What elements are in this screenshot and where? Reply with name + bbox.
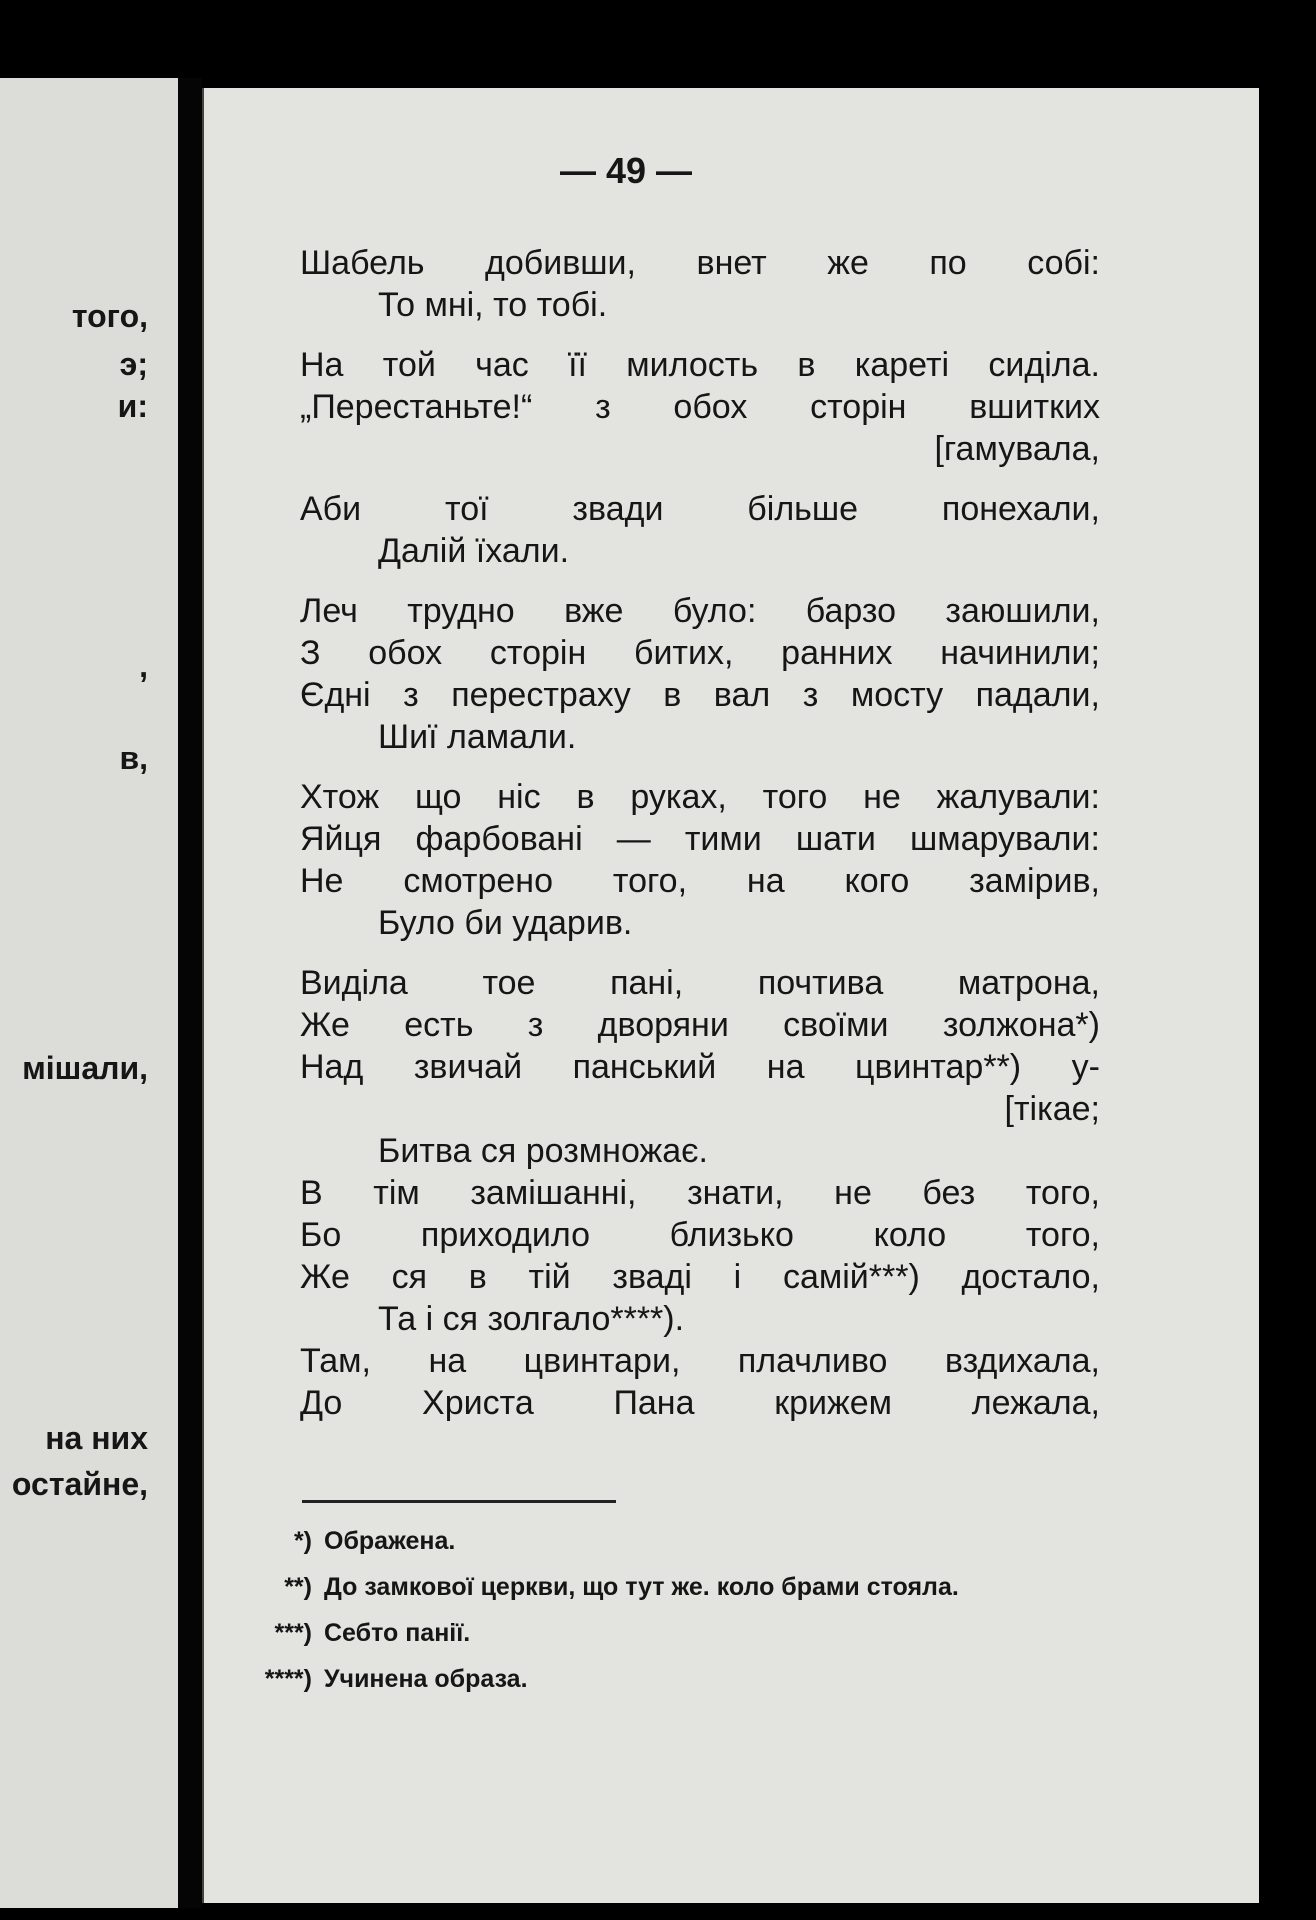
poem-line: То мні, то тобі. [378,286,608,324]
footnote-mark: ***) [274,1619,312,1647]
footnote [220,1656,959,1702]
poem-line: Шиї ламали. [378,718,577,756]
poem-line: Над звичай панський на цвинтар**) у- [300,1048,1100,1086]
footnote-text: Ображена. [324,1527,456,1555]
footnote-rule [302,1500,616,1503]
poem-text [300,242,1100,1424]
poem-line: Битва ся розмножає. [378,1132,708,1170]
footnote [220,1610,959,1656]
poem-line: Яйця фарбовані — тими шати шмарували: [300,820,1100,858]
poem-line: Не смотрено того, на кого замірив, [300,862,1100,900]
left-page [0,78,178,1908]
left-page-fragment: того, [71,298,148,334]
footnote-text: Учинена образа. [324,1665,528,1693]
left-page-fragment: в, [119,740,148,776]
poem-line: Хтож що ніс в руках, того не жалували: [300,778,1100,816]
left-page-fragment: остайне, [11,1466,148,1502]
book-gutter [178,78,202,1908]
poem-line: В тім замішанні, знати, не без того, [300,1174,1100,1212]
poem-line: [тікае; [1004,1090,1100,1128]
poem-line: Єдні з перестраху в вал з мосту падали, [300,676,1100,714]
poem-line: Далій їхали. [378,532,570,570]
poem-line: Леч трудно вже було: барзо заюшили, [300,592,1100,630]
poem-line: З обох сторін битих, ранних начинили; [300,634,1100,672]
poem-line: Та і ся золгало****). [378,1300,685,1338]
poem-line: Аби тої звади більше понехали, [300,490,1100,528]
poem-line: Же ся в тій зваді і самій***) достало, [300,1258,1100,1296]
poem-line: Бо приходило близько коло того, [300,1216,1100,1254]
footnote-text: Себто панії. [324,1619,471,1647]
footnote [220,1518,959,1564]
footnote-text: До замкової церкви, що тут же. коло брами стояла. [324,1573,959,1601]
left-page-fragment: на них [45,1420,148,1456]
footnote-mark: ****) [264,1665,312,1693]
footnote-mark: *) [293,1527,312,1555]
footnotes [220,1518,959,1702]
left-page-fragment: э; [119,346,148,382]
left-page-fragment: , [139,648,148,684]
footnote-mark: **) [284,1573,312,1601]
poem-line: До Христа Пана крижем лежала, [300,1384,1100,1422]
poem-line: „Перестаньте!“ з обох сторін вшитких [300,388,1100,426]
poem-line: Було би ударив. [378,904,633,942]
poem-line: На той час її милость в кареті сиділа. [300,346,1100,384]
poem-line: Шабель добивши, внет же по собі: [300,244,1100,282]
left-page-fragment: мішали, [22,1050,148,1086]
left-page-fragment: и: [117,388,148,424]
poem-line: Виділа тое пані, почтива матрона, [300,964,1100,1002]
footnote [220,1564,959,1610]
poem-line: [гамувала, [934,430,1100,468]
poem-line: Же есть з дворяни своїми золжона*) [300,1006,1100,1044]
page-number: — 49 — [560,150,693,191]
poem-line: Там, на цвинтари, плачливо вздихала, [300,1342,1100,1380]
